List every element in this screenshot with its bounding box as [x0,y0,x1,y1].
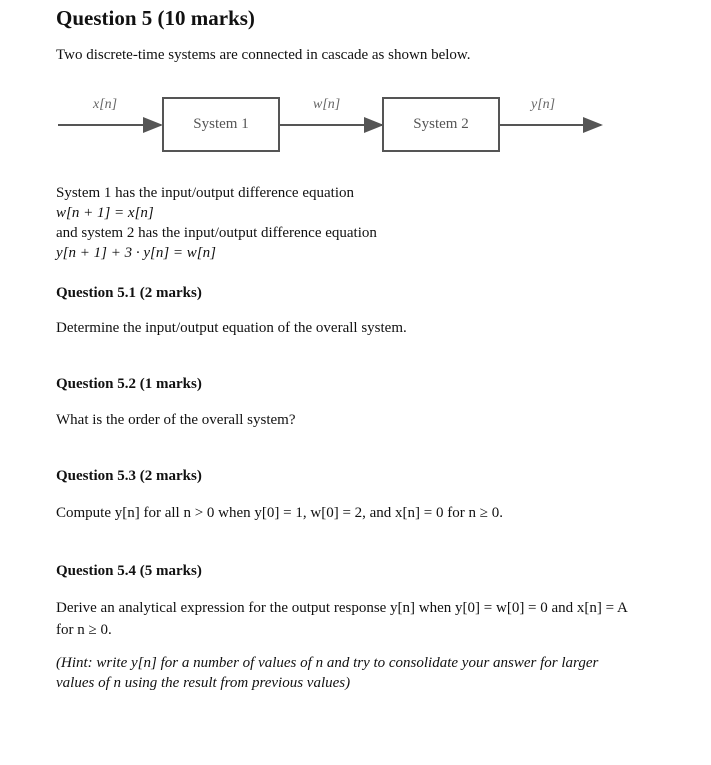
system1-description: System 1 has the input/output difference equation [56,185,354,201]
system2-box: System 2 [382,97,500,152]
input-signal-label: x[n] [93,97,118,112]
q52-text: What is the order of the overall system? [56,412,296,428]
system1-box: System 1 [162,97,280,152]
q54-hint-line2: values of n using the result from previous values) [56,675,351,691]
q51-text: Determine the input/output equation of the overall system. [56,320,407,336]
system1-equation: w[n + 1] = x[n] [56,205,154,221]
output-signal-label: y[n] [531,97,556,112]
q52-heading: Question 5.2 (1 marks) [56,376,202,392]
q54-heading: Question 5.4 (5 marks) [56,563,202,579]
intro-text: Two discrete-time systems are connected in cascade as shown below. [56,47,471,63]
middle-signal-label: w[n] [313,97,341,112]
question-title: Question 5 (10 marks) [56,6,255,30]
q53-heading: Question 5.3 (2 marks) [56,468,202,484]
system2-equation: y[n + 1] + 3 · y[n] = w[n] [56,245,216,261]
q54-text-line2: for n ≥ 0. [56,622,112,638]
system2-description: and system 2 has the input/output difference equation [56,225,377,241]
q54-text-line1: Derive an analytical expression for the output response y[n] when y[0] = w[0] = 0 and x[n] = A [56,600,628,616]
q51-heading: Question 5.1 (2 marks) [56,285,202,301]
q54-hint-line1: (Hint: write y[n] for a number of values of n and try to consolidate your answer for larger [56,655,599,671]
q53-text: Compute y[n] for all n > 0 when y[0] = 1, w[0] = 2, and x[n] = 0 for n ≥ 0. [56,505,503,521]
